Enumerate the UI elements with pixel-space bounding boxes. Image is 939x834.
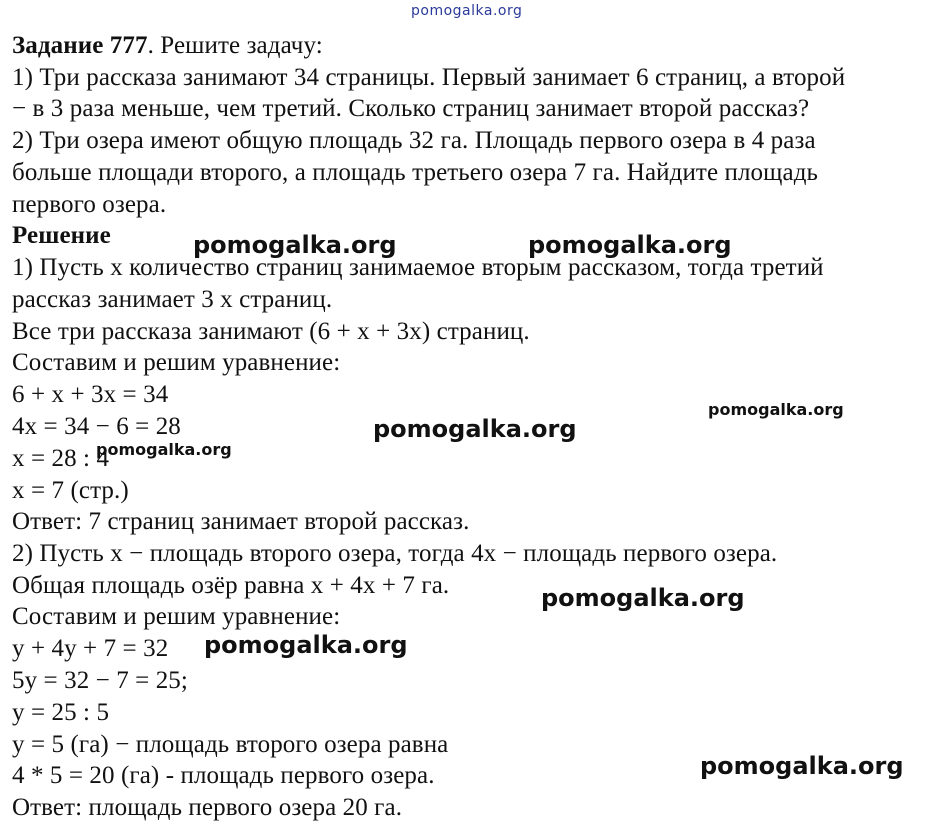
solution-1-line-4: Составим и решим уравнение: xyxy=(12,349,341,376)
equation-1-step-2: 4х = 34 − 6 = 28 xyxy=(12,413,181,440)
problem-2-line-2: больше площади второго, а площадь третьего озера 7 га. Найдите площадь xyxy=(12,159,819,186)
watermark: pomogalka.org xyxy=(204,631,408,659)
equation-2-step-2: 5у = 32 − 7 = 25; xyxy=(12,667,188,694)
watermark: pomogalka.org xyxy=(373,415,577,443)
problem-2-line-1: 2) Три озера имеют общую площадь 32 га. Площадь первого озера в 4 раза xyxy=(12,127,816,154)
answer-2: Ответ: площадь первого озера 20 га. xyxy=(12,794,403,821)
equation-2-step-1: у + 4у + 7 = 32 xyxy=(12,635,169,662)
solution-1-line-2: рассказ занимает 3 х страниц. xyxy=(12,286,333,313)
task-number: Задание 777 xyxy=(12,32,148,59)
equation-2-step-5: 4 * 5 = 20 (га) - площадь первого озера. xyxy=(12,762,435,789)
solution-2-line-3: Составим и решим уравнение: xyxy=(12,603,341,630)
problem-1-line-1: 1) Три рассказа занимают 34 страницы. Первый занимает 6 страниц, а второй xyxy=(12,64,846,91)
equation-1-step-3: х = 28 : 4 xyxy=(12,445,110,472)
watermark: pomogalka.org xyxy=(708,400,844,419)
problem-1-line-2: − в 3 раза меньше, чем третий. Сколько страниц занимает второй рассказ? xyxy=(12,95,810,122)
watermark: pomogalka.org xyxy=(96,440,232,459)
equation-1-step-1: 6 + х + 3х = 34 xyxy=(12,381,169,408)
watermark-top: pomogalka.org xyxy=(411,3,523,19)
watermark: pomogalka.org xyxy=(528,231,732,259)
task-heading xyxy=(12,30,323,62)
problem-2-line-3: первого озера. xyxy=(12,191,167,218)
solution-2-line-2: Общая площадь озёр равна х + 4х + 7 га. xyxy=(12,572,450,599)
equation-1-step-4: х = 7 (стр.) xyxy=(12,477,129,504)
equation-2-step-4: у = 5 (га) − площадь второго озера равна xyxy=(12,731,449,758)
solution-1-line-1: 1) Пусть х количество страниц занимаемое вторым рассказом, тогда третий xyxy=(12,254,824,281)
equation-2-step-3: у = 25 : 5 xyxy=(12,699,110,726)
watermark: pomogalka.org xyxy=(700,752,904,780)
watermark: pomogalka.org xyxy=(193,231,397,259)
task-instruction: . Решите задачу: xyxy=(147,32,323,59)
answer-1: Ответ: 7 страниц занимает второй рассказ. xyxy=(12,508,470,535)
solution-heading: Решение xyxy=(12,222,111,249)
watermark: pomogalka.org xyxy=(541,584,745,612)
solution-1-line-3: Все три рассказа занимают (6 + х + 3х) страниц. xyxy=(12,318,530,345)
solution-2-line-1: 2) Пусть х − площадь второго озера, тогда 4х − площадь первого озера. xyxy=(12,540,778,567)
